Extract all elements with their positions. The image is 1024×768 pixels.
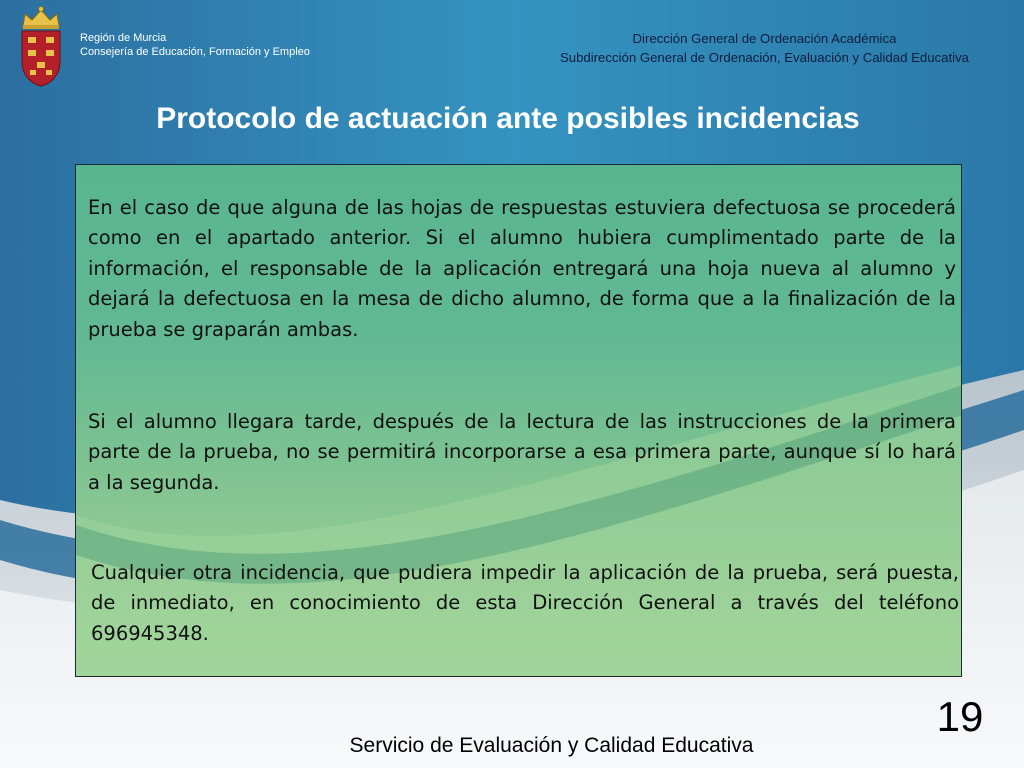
paragraph-late-student: Si el alumno llegara tarde, después de la lectura de las instrucciones de la primera parte de la prueba, no se permitirá incorporarse a esa primera parte, aunque sí lo hará a la segunda.: [88, 410, 956, 494]
footer-text: Servicio de Evaluación y Calidad Educativa: [349, 734, 754, 757]
department-name: Consejería de Educación, Formación y Empleo: [80, 46, 310, 58]
paragraph-defective-answer-sheet: En el caso de que alguna de las hojas de respuestas estuviera defectuosa se procederá como en el apartado anterior. Si el alumno hubiera cumplimentado parte de la información, el responsable de la aplicación entregará una hoja nueva al alumno y dejará la defectuosa en la mesa de dicho alumno, de forma que a la finalización de la prueba se graparán ambas.: [88, 196, 956, 341]
region-name: Región de Murcia: [80, 32, 167, 44]
content-box: [75, 164, 962, 677]
coat-of-arms-icon: [14, 4, 68, 88]
subdirectorate-name: Subdirección General de Ordenación, Evaluación y Calidad Educativa: [559, 50, 969, 65]
directorate-header: [560, 29, 969, 67]
organization-header: [80, 31, 310, 59]
paragraph-other-incidents: Cualquier otra incidencia, que pudiera impedir la aplicación de la prueba, será puesta, de inmediato, en conocimiento de esta Dirección General a través del teléfono 696945348.: [91, 561, 959, 645]
page-number: 19: [936, 693, 984, 740]
directorate-name: Dirección General de Ordenación Académica: [632, 31, 897, 46]
slide-title: Protocolo de actuación ante posibles incidencias: [156, 102, 860, 135]
